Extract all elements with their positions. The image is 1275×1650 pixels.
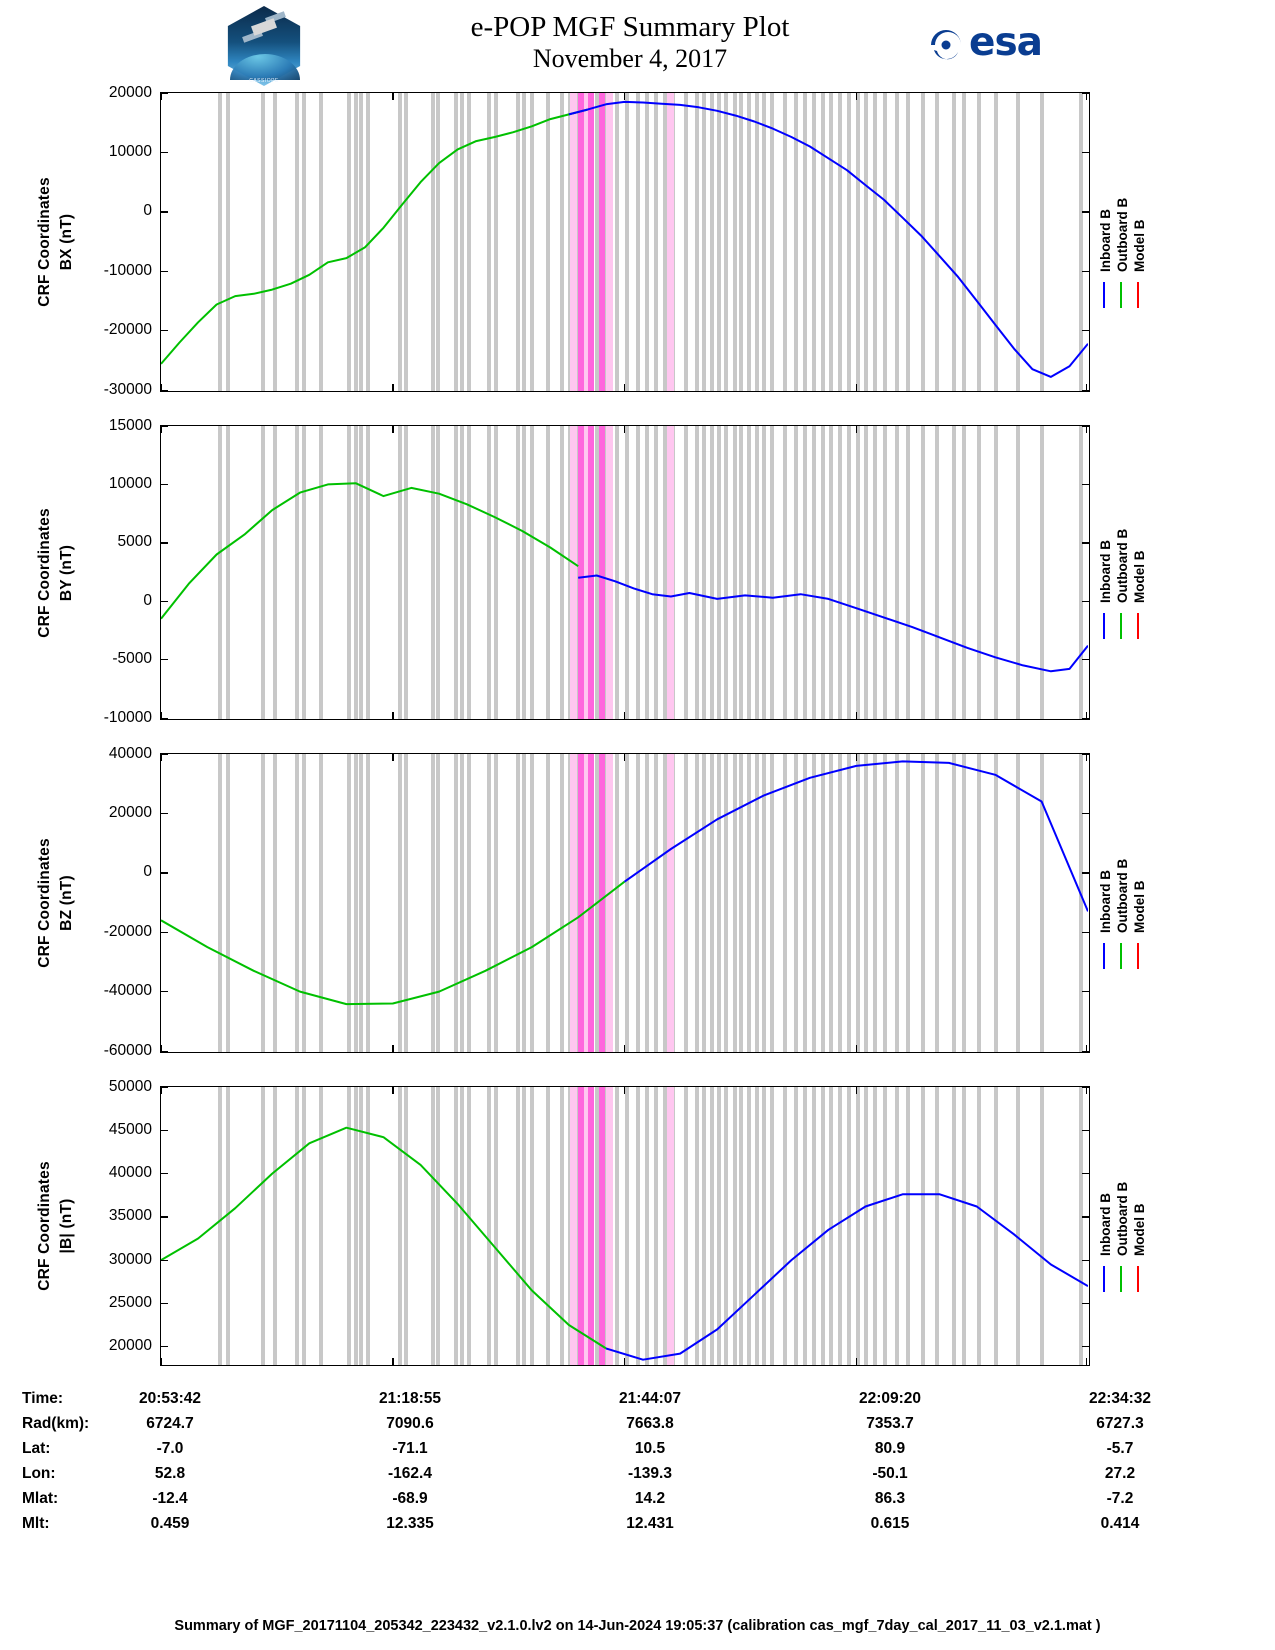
- y-axis-tick-mark: [1082, 1346, 1089, 1347]
- page-title: [330, 10, 930, 75]
- series-line-inboard-b: [569, 102, 1088, 377]
- footer-summary-text: Summary of MGF_20171104_205342_223432_v2.1.0.lv2 on 14-Jun-2024 19:05:37 (calibration cas_mgf_7day_cal_2017_11_03_v2.1.mat ): [174, 1618, 1101, 1634]
- x-axis-tick-mark: [624, 384, 625, 391]
- plot-area-bx: [161, 93, 1089, 391]
- series-line-outboard-b: [161, 882, 625, 1004]
- plot-area-bz: [161, 754, 1089, 1052]
- legend-by: [1098, 503, 1178, 653]
- y-axis-tick-mark: [1082, 813, 1089, 814]
- y-axis-tick-mark: [161, 1260, 168, 1261]
- esa-swirl-icon: [925, 24, 967, 66]
- x-axis-tick-mark: [1086, 754, 1087, 761]
- table-cell: 21:44:07: [618, 1390, 682, 1407]
- y-axis-tick-mark: [161, 601, 168, 602]
- table-cell: 12.431: [626, 1515, 674, 1532]
- y-axis-tick-label: -40000: [103, 982, 152, 1000]
- title-main: e-POP MGF Summary Plot: [470, 11, 790, 43]
- y-axis-tick-label: 0: [143, 202, 152, 220]
- legend-swatch: [1120, 282, 1122, 308]
- table-row: [0, 1465, 1275, 1490]
- y-axis-tick-mark: [1082, 484, 1089, 485]
- table-cell: 6727.3: [1096, 1415, 1144, 1432]
- x-axis-tick-mark: [856, 1045, 857, 1052]
- x-axis-tick-mark: [392, 384, 393, 391]
- legend-label: Outboard B: [1115, 197, 1130, 272]
- y-axis-label: BY (nT): [58, 544, 75, 601]
- table-cell: -50.1: [872, 1465, 908, 1482]
- table-cell: 86.3: [874, 1490, 906, 1507]
- title-date: November 4, 2017: [532, 44, 728, 74]
- x-axis-tick-mark: [856, 1087, 857, 1094]
- table-cell: -12.4: [152, 1490, 188, 1507]
- y-axis-tick-mark: [1082, 211, 1089, 212]
- table-cell: 0.414: [1100, 1515, 1140, 1532]
- plot-panel-bx: [160, 92, 1090, 392]
- x-axis-tick-mark: [1086, 384, 1087, 391]
- plot-area-by: [161, 426, 1089, 719]
- x-axis-tick-mark: [161, 426, 162, 433]
- legend-swatch: [1103, 1266, 1105, 1292]
- x-axis-tick-mark: [392, 1045, 393, 1052]
- legend-label: Model B: [1132, 1203, 1147, 1256]
- x-axis-tick-mark: [392, 93, 393, 100]
- series-layer-bz: [161, 754, 1088, 1051]
- y-axis-tick-mark: [1082, 271, 1089, 272]
- x-axis-tick-mark: [1086, 712, 1087, 719]
- series-layer-bx: [161, 93, 1088, 390]
- x-axis-tick-mark: [856, 754, 857, 761]
- y-axis-tick-mark: [161, 659, 168, 660]
- series-line-outboard-b: [161, 110, 587, 364]
- legend-swatch: [1120, 943, 1122, 969]
- plot-panel-bmag: [160, 1086, 1090, 1366]
- y-axis-label: CRF Coordinates: [36, 177, 53, 307]
- legend-swatch: [1120, 613, 1122, 639]
- table-row-label: Mlt:: [22, 1515, 50, 1532]
- y-axis-tick-mark: [161, 991, 168, 992]
- table-cell: -71.1: [392, 1440, 428, 1457]
- legend-swatch: [1137, 1266, 1139, 1292]
- y-axis-tick-label: 0: [143, 591, 152, 609]
- legend-label: Inboard B: [1098, 539, 1113, 603]
- series-line-inboard-b: [578, 576, 1088, 672]
- table-cell: -68.9: [392, 1490, 428, 1507]
- table-row-label: Lon:: [22, 1465, 56, 1482]
- legend-swatch: [1137, 282, 1139, 308]
- legend-swatch: [1103, 943, 1105, 969]
- y-axis-tick-label: 5000: [117, 533, 152, 551]
- y-axis-tick-label: -60000: [103, 1041, 152, 1059]
- x-axis-tick-mark: [624, 1045, 625, 1052]
- y-axis-tick-label: 25000: [108, 1293, 152, 1311]
- x-axis-tick-mark: [161, 754, 162, 761]
- table-cell: 0.459: [150, 1515, 190, 1532]
- table-row: [0, 1490, 1275, 1515]
- y-axis-tick-label: -10000: [103, 708, 152, 726]
- y-axis-tick-mark: [161, 484, 168, 485]
- table-cell: 22:09:20: [858, 1390, 922, 1407]
- y-axis-tick-label: 35000: [108, 1207, 152, 1225]
- x-axis-tick-mark: [1086, 1358, 1087, 1365]
- table-cell: 80.9: [874, 1440, 906, 1457]
- y-axis-tick-label: 15000: [108, 416, 152, 434]
- table-cell: 7090.6: [386, 1415, 434, 1432]
- y-axis-tick-label: 10000: [108, 142, 152, 160]
- legend-label: Outboard B: [1115, 1181, 1130, 1256]
- y-axis-tick-label: 50000: [108, 1077, 152, 1095]
- table-cell: 7663.8: [626, 1415, 674, 1432]
- x-axis-tick-mark: [624, 93, 625, 100]
- legend-bx: [1098, 172, 1178, 322]
- plot-area-bmag: [161, 1087, 1089, 1365]
- y-axis-tick-label: 20000: [108, 803, 152, 821]
- x-axis-tick-mark: [1086, 1087, 1087, 1094]
- table-cell: 14.2: [634, 1490, 666, 1507]
- table-cell: 21:18:55: [378, 1390, 442, 1407]
- y-axis-tick-label: 20000: [108, 83, 152, 101]
- legend-label: Model B: [1132, 880, 1147, 933]
- table-cell: 52.8: [154, 1465, 186, 1482]
- y-axis-tick-mark: [1082, 1173, 1089, 1174]
- x-axis-tick-mark: [161, 712, 162, 719]
- legend-label: Inboard B: [1098, 1193, 1113, 1256]
- cassiope-mission-logo: [222, 6, 306, 86]
- y-axis-tick-mark: [161, 1130, 168, 1131]
- table-cell: 0.615: [870, 1515, 910, 1532]
- y-axis-tick-mark: [161, 542, 168, 543]
- y-axis-tick-mark: [1082, 1130, 1089, 1131]
- x-axis-tick-mark: [161, 1087, 162, 1094]
- y-axis-tick-mark: [161, 813, 168, 814]
- x-axis-tick-mark: [392, 712, 393, 719]
- table-row-label: Lat:: [22, 1440, 51, 1457]
- x-axis-tick-mark: [1086, 93, 1087, 100]
- x-axis-tick-mark: [161, 384, 162, 391]
- x-axis-tick-mark: [624, 426, 625, 433]
- x-axis-tick-mark: [392, 1358, 393, 1365]
- plot-panel-by: [160, 425, 1090, 720]
- legend-label: Outboard B: [1115, 858, 1130, 933]
- logo-caption: CASSIOPE: [249, 78, 279, 84]
- y-axis-tick-label: -30000: [103, 380, 152, 398]
- legend-label: Inboard B: [1098, 209, 1113, 272]
- plot-panel-bz: [160, 753, 1090, 1053]
- table-row: [0, 1440, 1275, 1465]
- y-axis-tick-label: -20000: [103, 922, 152, 940]
- legend-swatch: [1103, 613, 1105, 639]
- table-cell: 20:53:42: [138, 1390, 202, 1407]
- y-axis-tick-mark: [161, 211, 168, 212]
- y-axis-tick-mark: [161, 932, 168, 933]
- y-axis-tick-mark: [1082, 932, 1089, 933]
- y-axis-tick-label: 45000: [108, 1120, 152, 1138]
- legend-bmag: [1098, 1156, 1178, 1306]
- y-axis-tick-mark: [161, 1303, 168, 1304]
- table-cell: 10.5: [634, 1440, 666, 1457]
- y-axis-label: BX (nT): [58, 213, 75, 271]
- y-axis-tick-mark: [161, 1346, 168, 1347]
- table-cell: 22:34:32: [1088, 1390, 1152, 1407]
- header: [0, 0, 1275, 90]
- x-axis-tick-mark: [161, 1358, 162, 1365]
- y-axis-tick-label: -20000: [103, 321, 152, 339]
- series-line-inboard-b: [625, 761, 1089, 911]
- table-cell: -7.2: [1106, 1490, 1134, 1507]
- y-axis-tick-label: 30000: [108, 1250, 152, 1268]
- x-axis-tick-mark: [392, 426, 393, 433]
- table-cell: 12.335: [386, 1515, 434, 1532]
- y-axis-tick-mark: [161, 872, 168, 873]
- x-axis-tick-mark: [161, 1045, 162, 1052]
- legend-label: Inboard B: [1098, 870, 1113, 933]
- y-axis-label: BZ (nT): [58, 875, 75, 931]
- series-line-inboard-b: [606, 1194, 1088, 1359]
- x-axis-tick-mark: [624, 754, 625, 761]
- y-axis-tick-label: 40000: [108, 1164, 152, 1182]
- y-axis-tick-label: 10000: [108, 474, 152, 492]
- y-axis-label: CRF Coordinates: [36, 1161, 53, 1291]
- x-axis-tick-mark: [624, 1087, 625, 1094]
- y-axis-tick-label: -10000: [103, 261, 152, 279]
- table-row: [0, 1390, 1275, 1415]
- y-axis-tick-mark: [1082, 152, 1089, 153]
- y-axis-tick-mark: [1082, 542, 1089, 543]
- series-line-outboard-b: [161, 483, 578, 619]
- y-axis-tick-label: 20000: [108, 1337, 152, 1355]
- y-axis-tick-label: 0: [143, 863, 152, 881]
- y-axis-label: CRF Coordinates: [36, 838, 53, 968]
- y-axis-tick-mark: [1082, 601, 1089, 602]
- table-row: [0, 1415, 1275, 1440]
- y-axis-tick-mark: [1082, 1303, 1089, 1304]
- table-cell: -7.0: [156, 1440, 184, 1457]
- esa-wordmark: esa: [969, 20, 1042, 65]
- x-axis-tick-mark: [1086, 426, 1087, 433]
- series-line-outboard-b: [161, 1128, 606, 1349]
- legend-label: Model B: [1132, 219, 1147, 272]
- y-axis-tick-mark: [161, 1173, 168, 1174]
- table-row-label: Rad(km):: [22, 1415, 90, 1432]
- y-axis-tick-mark: [1082, 991, 1089, 992]
- x-axis-tick-mark: [392, 1087, 393, 1094]
- y-axis-tick-mark: [161, 271, 168, 272]
- table-cell: -5.7: [1106, 1440, 1134, 1457]
- table-cell: 7353.7: [866, 1415, 914, 1432]
- x-axis-tick-mark: [1086, 1045, 1087, 1052]
- table-row-label: Mlat:: [22, 1490, 59, 1507]
- y-axis-tick-mark: [1082, 872, 1089, 873]
- y-axis-tick-label: 40000: [108, 744, 152, 762]
- legend-swatch: [1137, 613, 1139, 639]
- legend-swatch: [1103, 282, 1105, 308]
- legend-swatch: [1120, 1266, 1122, 1292]
- esa-logo: [925, 22, 1050, 68]
- y-axis-tick-mark: [161, 1216, 168, 1217]
- table-cell: 6724.7: [146, 1415, 194, 1432]
- table-row-label: Time:: [22, 1390, 64, 1407]
- table-cell: 27.2: [1104, 1465, 1136, 1482]
- table-cell: -139.3: [628, 1465, 672, 1482]
- y-axis-label: CRF Coordinates: [36, 507, 53, 638]
- legend-bz: [1098, 833, 1178, 983]
- legend-label: Model B: [1132, 550, 1147, 603]
- x-axis-tick-mark: [624, 1358, 625, 1365]
- x-axis-tick-mark: [392, 754, 393, 761]
- y-axis-tick-mark: [161, 330, 168, 331]
- y-axis-tick-mark: [1082, 1260, 1089, 1261]
- x-axis-tick-mark: [856, 384, 857, 391]
- series-layer-by: [161, 426, 1088, 718]
- series-layer-bmag: [161, 1087, 1088, 1364]
- y-axis-tick-mark: [161, 152, 168, 153]
- ephemeris-table: [0, 1390, 1275, 1540]
- table-cell: -162.4: [388, 1465, 432, 1482]
- x-axis-tick-mark: [856, 426, 857, 433]
- x-axis-tick-mark: [856, 93, 857, 100]
- y-axis-tick-mark: [1082, 330, 1089, 331]
- y-axis-tick-mark: [1082, 659, 1089, 660]
- x-axis-tick-mark: [856, 1358, 857, 1365]
- y-axis-tick-label: -5000: [112, 650, 152, 668]
- y-axis-tick-mark: [1082, 1216, 1089, 1217]
- x-axis-tick-mark: [624, 712, 625, 719]
- legend-swatch: [1137, 943, 1139, 969]
- legend-label: Outboard B: [1115, 528, 1130, 603]
- x-axis-tick-mark: [161, 93, 162, 100]
- x-axis-tick-mark: [856, 712, 857, 719]
- table-row: [0, 1515, 1275, 1540]
- y-axis-label: |B| (nT): [58, 1198, 75, 1254]
